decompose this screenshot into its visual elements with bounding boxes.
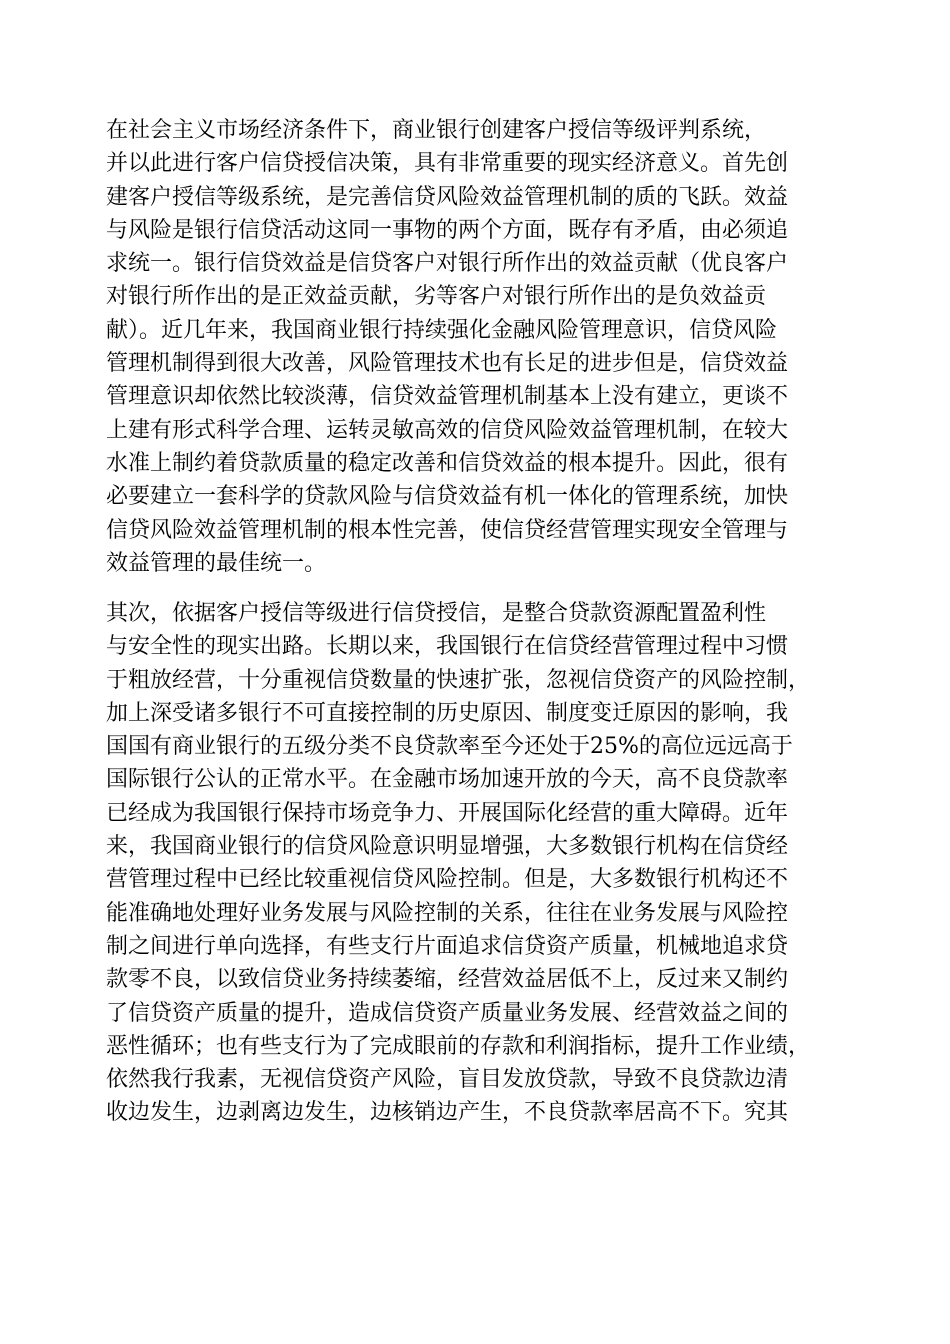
paragraph-line: 必要建立一套科学的贷款风险与信贷效益有机一体化的管理系统，加快 — [106, 484, 789, 510]
paragraph-line: 求统一。银行信贷效益是信贷客户对银行所作出的效益贡献（优良客户 — [106, 251, 789, 277]
paragraph-line: 上建有形式科学合理、运转灵敏高效的信贷风险效益管理机制，在较大 — [106, 417, 789, 443]
paragraph-line: 恶性循环；也有些支行为了完成眼前的存款和利润指标，提升工作业绩， — [106, 1033, 811, 1059]
paragraph-line: 于粗放经营，十分重视信贷数量的快速扩张，忽视信贷资产的风险控制， — [106, 667, 811, 693]
paragraph-line: 了信贷资产质量的提升，造成信贷资产质量业务发展、经营效益之间的 — [106, 1000, 789, 1026]
paragraph-line: 国国有商业银行的五级分类不良贷款率至今还处于25%的高位远远高于 — [106, 734, 793, 760]
paragraph-line: 已经成为我国银行保持市场竞争力、开展国际化经营的重大障碍。近年 — [106, 800, 789, 826]
paragraph-line: 管理机制得到很大改善，风险管理技术也有长足的进步但是，信贷效益 — [106, 351, 789, 377]
paragraph-line: 献）。近几年来，我国商业银行持续强化金融风险管理意识，信贷风险 — [106, 317, 778, 343]
paragraph-line: 款零不良，以致信贷业务持续萎缩，经营效益居低不上，反过来又制约 — [106, 967, 789, 993]
paragraph-line: 效益管理的最佳统一。 — [106, 550, 327, 576]
paragraph-line: 信贷风险效益管理机制的根本性完善，使信贷经营管理实现安全管理与 — [106, 517, 789, 543]
paragraph-line: 能准确地处理好业务发展与风险控制的关系，往往在业务发展与风险控 — [106, 900, 789, 926]
paragraph-line: 与风险是银行信贷活动这同一事物的两个方面，既存有矛盾，由必须追 — [106, 217, 789, 243]
paragraph-line: 来，我国商业银行的信贷风险意识明显增强，大多数银行机构在信贷经 — [106, 834, 789, 860]
paragraph-line: 制之间进行单向选择，有些支行片面追求信贷资产质量，机械地追求贷 — [106, 933, 789, 959]
paragraph-line: 管理意识却依然比较淡薄，信贷效益管理机制基本上没有建立，更谈不 — [106, 384, 789, 410]
paragraph-line: 其次，依据客户授信等级进行信贷授信，是整合贷款资源配置盈利性 — [106, 601, 767, 626]
paragraph-line: 营管理过程中已经比较重视信贷风险控制。但是，大多数银行机构还不 — [106, 867, 789, 893]
paragraph-line: 建客户授信等级系统，是完善信贷风险效益管理机制的质的飞跃。效益 — [106, 184, 789, 210]
paragraph-line: 水准上制约着贷款质量的稳定改善和信贷效益的根本提升。因此，很有 — [106, 450, 789, 476]
paragraph-line: 依然我行我素，无视信贷资产风险，盲目发放贷款，导致不良贷款边清 — [106, 1067, 789, 1093]
paragraph-line: 收边发生，边剥离边发生，边核销边产生，不良贷款率居高不下。究其 — [106, 1100, 789, 1126]
paragraph-line: 在社会主义市场经济条件下，商业银行创建客户授信等级评判系统， — [106, 118, 767, 143]
paragraph-2 — [106, 597, 852, 1130]
paragraph-line: 与安全性的现实出路。长期以来，我国银行在信贷经营管理过程中习惯 — [106, 634, 789, 660]
paragraph-line: 对银行所作出的是正效益贡献，劣等客户对银行所作出的是负效益贡 — [106, 284, 767, 310]
paragraph-line: 国际银行公认的正常水平。在金融市场加速开放的今天，高不良贷款率 — [106, 767, 789, 793]
paragraph-line: 并以此进行客户信贷授信决策，具有非常重要的现实经济意义。首先创 — [106, 151, 789, 177]
paragraph-1 — [106, 114, 852, 580]
paragraph-line: 加上深受诸多银行不可直接控制的历史原因、制度变迁原因的影响，我 — [106, 700, 789, 726]
